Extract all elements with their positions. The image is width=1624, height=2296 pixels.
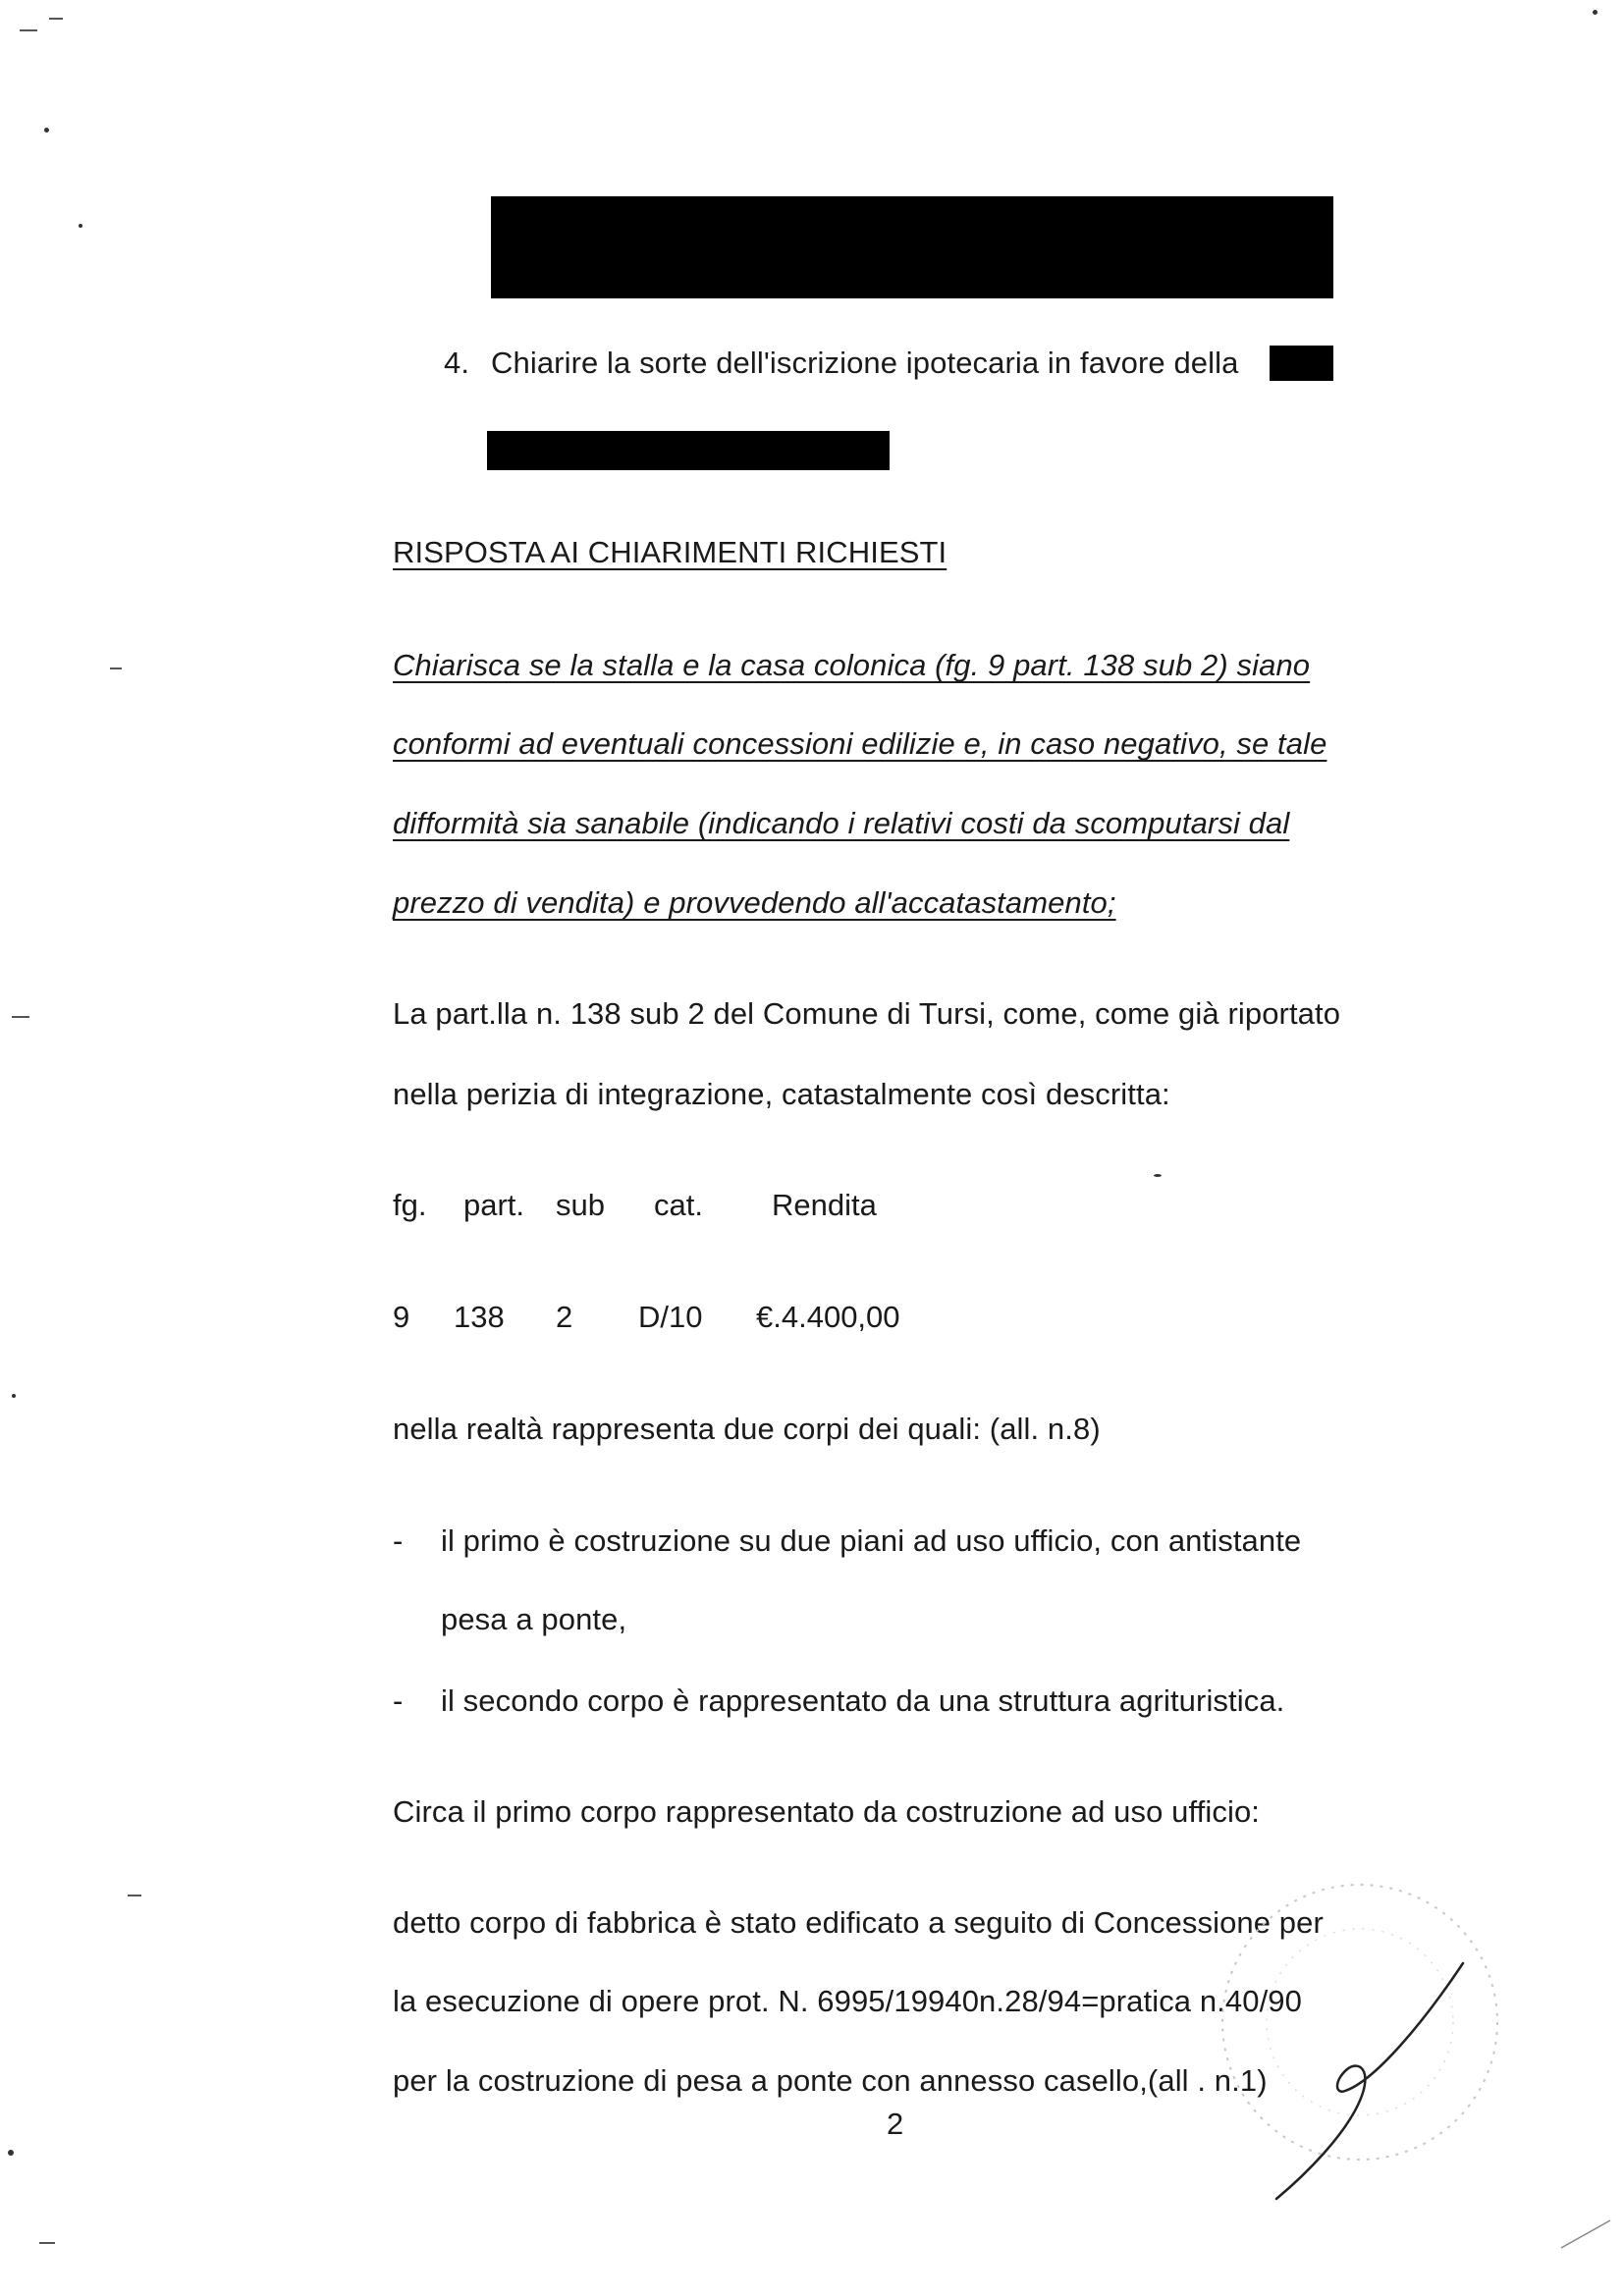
bullet-2-marker: -	[393, 1683, 404, 1718]
question-line-3: difformità sia sanabile (indicando i relativi costi da scomputarsi dal	[393, 806, 1290, 840]
cadastre-header-cat: cat.	[654, 1188, 703, 1222]
intro-line-1: La part.lla n. 138 sub 2 del Comune di Tursi, come, come già riportato	[393, 996, 1341, 1031]
question-line-4: prezzo di vendita) e provvedendo all'accatastamento;	[393, 885, 1116, 920]
cadastre-value-cat: D/10	[638, 1300, 703, 1334]
cadastre-value-part: 138	[454, 1300, 505, 1334]
question-line-2: conformi ad eventuali concessioni edilizie e, in caso negativo, se tale	[393, 726, 1327, 761]
bullet-2-line-1: il secondo corpo è rappresentato da una struttura agrituristica.	[441, 1683, 1285, 1718]
cadastre-value-fg: 9	[393, 1300, 410, 1334]
scan-speck	[79, 224, 82, 228]
body-line-3: per la costruzione di pesa a ponte con annesso casello,(all . n.1)	[393, 2063, 1268, 2098]
section-title: RISPOSTA AI CHIARIMENTI RICHIESTI	[393, 535, 947, 569]
bullet-1-line-1: il primo è costruzione su due piani ad uso ufficio, con antistante	[441, 1523, 1302, 1558]
cadastre-header-sub: sub	[556, 1188, 605, 1222]
item-4-text: Chiarire la sorte dell'iscrizione ipotecaria in favore della	[491, 346, 1239, 380]
scan-mark	[20, 29, 37, 31]
cadastre-value-sub: 2	[556, 1300, 573, 1334]
scan-speck	[1593, 10, 1597, 15]
corner-mark	[1561, 2220, 1610, 2248]
cadastre-value-rendita: €.4.400,00	[756, 1300, 900, 1334]
page-number: 2	[887, 2107, 904, 2141]
scan-speck	[44, 128, 49, 133]
body-line-1: detto corpo di fabbrica è stato edificato a seguito di Concessione per	[393, 1905, 1324, 1940]
scan-speck	[12, 1394, 16, 1398]
question-line-1: Chiarisca se la stalla e la casa colonica (fg. 9 part. 138 sub 2) siano	[393, 648, 1311, 682]
stamp-inner-circle	[1267, 1929, 1453, 2115]
signature-stroke	[1276, 1963, 1463, 2199]
cadastre-header-rendita: Rendita	[772, 1188, 877, 1222]
scan-speck	[8, 2150, 14, 2156]
scan-mark	[12, 1016, 29, 1018]
cadastre-header-fg: fg.	[393, 1188, 427, 1222]
body-line-2: la esecuzione di opere prot. N. 6995/19940n.28/94=pratica n.40/90	[393, 1984, 1302, 2018]
stamp-circle	[1222, 1885, 1497, 2160]
item-4-number: 4.	[444, 346, 470, 380]
scan-mark	[110, 667, 122, 669]
scan-mark	[128, 1895, 141, 1896]
bullet-1-marker: -	[393, 1523, 404, 1558]
intro-line-2: nella perizia di integrazione, catastalmente così descritta:	[393, 1077, 1170, 1111]
circa-line: Circa il primo corpo rappresentato da costruzione ad uso ufficio:	[393, 1794, 1260, 1829]
bullet-1-line-2: pesa a ponte,	[441, 1602, 627, 1636]
cadastre-header-part: part.	[463, 1188, 525, 1222]
scan-mark	[49, 18, 63, 20]
scan-speck	[1154, 1174, 1162, 1177]
scan-mark	[39, 2242, 55, 2244]
reality-line: nella realtà rappresenta due corpi dei quali: (all. n.8)	[393, 1412, 1101, 1446]
